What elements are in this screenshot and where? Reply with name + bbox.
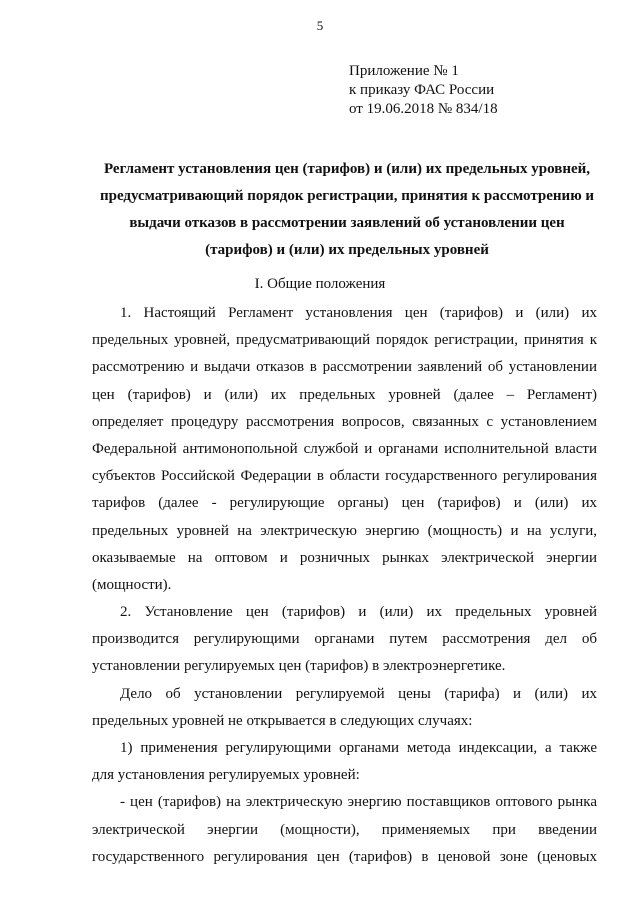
- body-line: для установления регулируемых уровней:: [92, 767, 360, 784]
- title-line: Регламент установления цен (тарифов) и (или) их предельных уровней,: [103, 161, 591, 177]
- body-line: - цен (тарифов) на электрическую энергию поставщиков оптового рынка: [120, 794, 597, 811]
- title-line: предусматривающий порядок регистрации, принятия к рассмотрению и: [99, 188, 595, 204]
- body-line: 1. Настоящий Регламент установления цен (тарифов) и (или) их: [120, 305, 597, 321]
- body-line: Дело об установлении регулируемой цены (тарифа) и (или) их: [120, 685, 597, 702]
- body-line: Федеральной антимонопольной службой и органами исполнительной власти: [92, 440, 597, 457]
- appendix-line: Приложение № 1: [349, 63, 459, 79]
- body-line: предельных уровней, предусматривающий порядок регистрации, принятия к: [92, 332, 597, 349]
- body-line: электрической энергии (мощности), применяемых при введении: [92, 821, 597, 838]
- body-line: оказываемые на оптовом и розничных рынках электрической энергии: [92, 549, 597, 566]
- body-line: 1) применения регулирующими органами метода индексации, а также: [120, 740, 597, 756]
- document-title: [92, 156, 602, 264]
- page-number: 5: [316, 18, 324, 33]
- title-line: выдачи отказов в рассмотрении заявлений об установлении цен: [129, 215, 565, 231]
- body-line: государственного регулирования цен (тарифов) в ценовой зоне (ценовых: [92, 848, 597, 865]
- body-line: рассмотрению и выдачи отказов в рассмотрении заявлений об установлении: [92, 359, 597, 376]
- title-line: (тарифов) и (или) их предельных уровней: [205, 242, 489, 258]
- body-line: тарифов (далее - регулирующие органы) цен (тарифов) и (или) их: [92, 495, 597, 512]
- body-line: предельных уровней не открывается в следующих случаях:: [92, 712, 473, 729]
- body-line: определяет процедуру рассмотрения вопросов, связанных с установлением: [92, 413, 597, 430]
- body-line: субъектов Российской Федерации в области государственного регулирования: [92, 468, 597, 485]
- section-heading: I. Общие положения: [254, 276, 386, 292]
- body-line: производится регулирующими органами путем рассмотрения дел об: [92, 631, 597, 648]
- appendix-line: к приказу ФАС России: [349, 82, 495, 98]
- body-text: [92, 300, 597, 871]
- body-line: (мощности).: [92, 576, 172, 593]
- body-line: 2. Установление цен (тарифов) и (или) их предельных уровней: [120, 604, 597, 621]
- appendix-block: [349, 62, 498, 119]
- body-line: цен (тарифов) и (или) их предельных уровней (далее – Регламент): [92, 386, 597, 403]
- body-line: предельных уровней на электрическую энергию (мощность) и на услуги,: [92, 522, 597, 539]
- body-line: установлении регулируемых цен (тарифов) в электроэнергетике.: [92, 658, 506, 675]
- appendix-line: от 19.06.2018 № 834/18: [349, 101, 498, 117]
